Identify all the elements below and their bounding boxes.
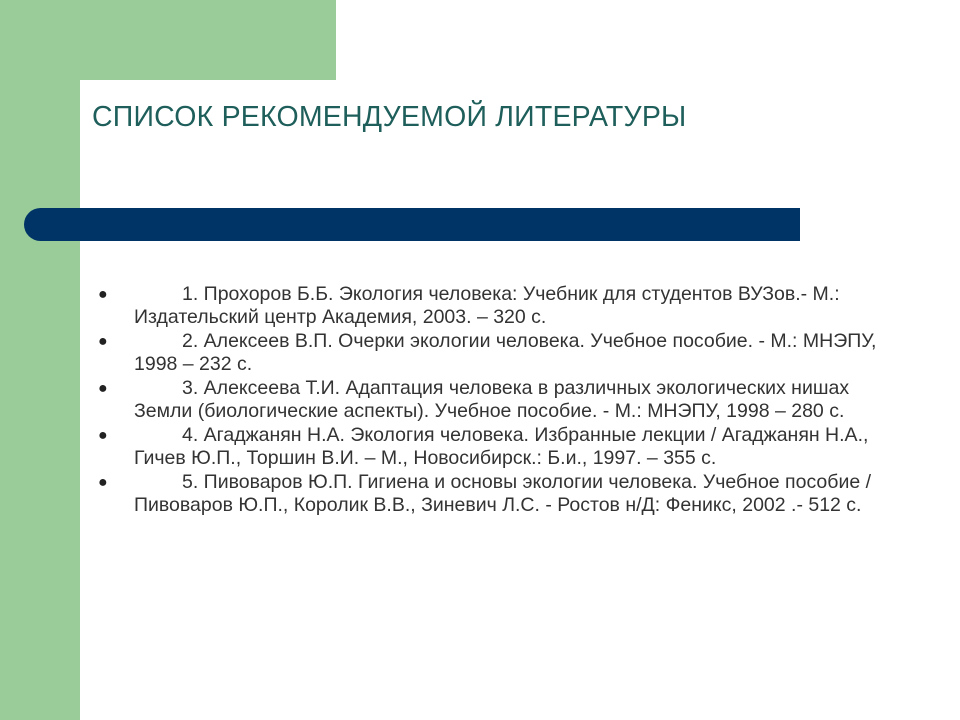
list-item: [98, 377, 878, 422]
slide-title: СПИСОК РЕКОМЕНДУЕМОЙ ЛИТЕРАТУРЫ: [92, 101, 687, 133]
reference-text: 2. Алексеев В.П. Очерки экологии человека. Учебное пособие. - М.: МНЭПУ, 1998 – 232 с.: [134, 330, 877, 375]
bullet-icon: ●: [98, 474, 108, 491]
bullet-icon: ●: [98, 333, 108, 350]
reference-text: 3. Алексеева Т.И. Адаптация человека в различных экологических нишах Земли (биологические аспекты). Учебное пособие. - М.: МНЭПУ, 1998 – 280 с.: [134, 377, 850, 422]
reference-text: 4. Агаджанян Н.А. Экология человека. Избранные лекции / Агаджанян Н.А., Гичев Ю.П., Торшин В.И. – М., Новосибирск.: Б.и., 1997. – 355 с.: [134, 424, 869, 469]
accent-bar: [24, 208, 800, 241]
bullet-icon: ●: [98, 286, 108, 303]
bullet-icon: ●: [98, 427, 108, 444]
green-frame-top: [0, 0, 336, 80]
bullet-icon: ●: [98, 380, 108, 397]
reference-list: [98, 283, 878, 518]
green-frame-left: [0, 0, 80, 720]
list-item: [98, 471, 878, 516]
reference-text: 1. Прохоров Б.Б. Экология человека: Учебник для студентов ВУЗов.- М.: Издательский центр Академия, 2003. – 320 с.: [134, 283, 840, 328]
list-item: [98, 424, 878, 469]
list-item: [98, 330, 878, 375]
reference-text: 5. Пивоваров Ю.П. Гигиена и основы экологии человека. Учебное пособие / Пивоваров Ю.П., Королик В.В., Зиневич Л.С. - Ростов н/Д: Феникс, 2002 .- 512 с.: [134, 471, 872, 516]
list-item: [98, 283, 878, 328]
